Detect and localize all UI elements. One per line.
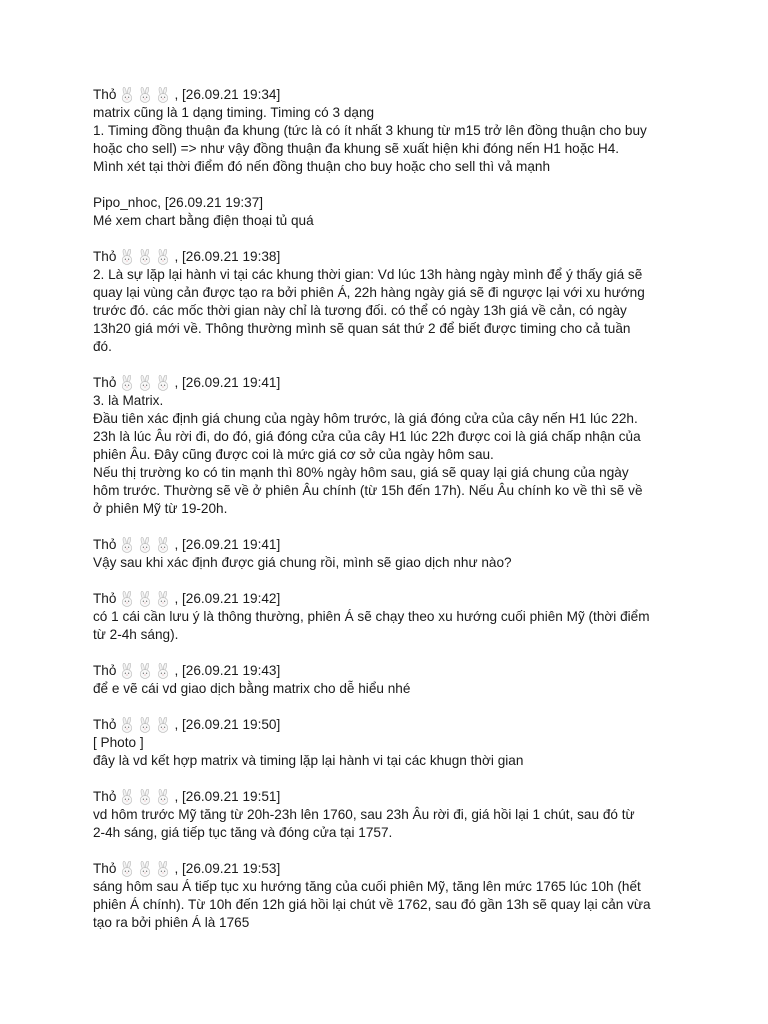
- rabbit-icon: [138, 87, 152, 103]
- message-sender: Thỏ: [93, 249, 117, 264]
- message-sender: Thỏ: [93, 537, 117, 552]
- message-sender: Thỏ: [93, 375, 117, 390]
- message-text-line: 23h là lúc Âu rời đi, do đó, giá đóng cửa của cây H1 lúc 22h được coi là giá chấp nhận của: [93, 429, 641, 444]
- rabbit-icon: [120, 717, 134, 733]
- message-text-line: sáng hôm sau Á tiếp tục xu hướng tăng của cuối phiên Mỹ, tăng lên mức 1765 lúc 10h (hết: [93, 879, 641, 894]
- rabbit-icon: [120, 375, 134, 391]
- message-text-line: đây là vd kết hợp matrix và timing lặp lại hành vi tại các khugn thời gian: [93, 753, 524, 768]
- rabbit-emoji-group: [120, 591, 174, 607]
- message-text-line: Nếu thị trường ko có tin mạnh thì 80% ngày hôm sau, giá sẽ quay lại giá chung của ngày: [93, 465, 629, 480]
- chat-message: [93, 716, 708, 770]
- rabbit-icon: [138, 663, 152, 679]
- rabbit-emoji-group: [120, 789, 174, 805]
- message-timestamp: [26.09.21 19:50]: [182, 717, 281, 732]
- rabbit-emoji-group: [120, 537, 174, 553]
- chat-message: [93, 374, 708, 518]
- rabbit-icon: [138, 717, 152, 733]
- message-text-line: 13h20 giá mới về. Thông thường mình sẽ quan sát thứ 2 để biết được timing cho cả tuần: [93, 321, 631, 336]
- message-sender: Thỏ: [93, 87, 117, 102]
- message-text-line: tạo ra bởi phiên Á là 1765: [93, 915, 250, 930]
- message-text-line: vd hôm trước Mỹ tăng từ 20h-23h lên 1760, sau 23h Âu rời đi, giá hồi lại 1 chút, sau đó từ: [93, 807, 635, 822]
- header-separator: ,: [174, 663, 182, 678]
- message-text-line: trước đó. các mốc thời gian này chỉ là tương đối. có thể có ngày 13h giá về cản, có ngày: [93, 303, 627, 318]
- header-separator: ,: [174, 717, 182, 732]
- chat-message: [93, 788, 708, 842]
- rabbit-emoji-group: [120, 87, 174, 103]
- message-text-line: quay lại vùng cản được tạo ra bởi phiên Á, 22h hàng ngày giá sẽ đi ngược lại với xu hướng: [93, 285, 645, 300]
- message-header: [93, 788, 708, 806]
- rabbit-icon: [138, 537, 152, 553]
- message-header: [93, 194, 708, 212]
- message-text-line: ở phiên Mỹ từ 19-20h.: [93, 501, 228, 516]
- message-text-line: Mình xét tại thời điểm đó nến đồng thuận cho buy hoặc cho sell thì vả mạnh: [93, 159, 551, 174]
- rabbit-emoji-group: [120, 663, 174, 679]
- rabbit-icon: [138, 861, 152, 877]
- message-header: [93, 536, 708, 554]
- rabbit-emoji-group: [120, 375, 174, 391]
- rabbit-emoji-group: [120, 717, 174, 733]
- rabbit-emoji-group: [120, 861, 174, 877]
- rabbit-icon: [120, 591, 134, 607]
- message-header: [93, 374, 708, 392]
- rabbit-icon: [120, 861, 134, 877]
- rabbit-icon: [138, 249, 152, 265]
- message-text-line: Vậy sau khi xác định được giá chung rồi, mình sẽ giao dịch như nào?: [93, 555, 512, 570]
- rabbit-icon: [120, 663, 134, 679]
- chat-message: [93, 662, 708, 698]
- chat-message: [93, 590, 708, 644]
- header-separator: ,: [174, 87, 182, 102]
- message-timestamp: [26.09.21 19:34]: [182, 87, 281, 102]
- message-timestamp: [26.09.21 19:43]: [182, 663, 281, 678]
- rabbit-icon: [156, 861, 170, 877]
- message-text-line: hoặc cho sell) => như vậy đồng thuận đa khung sẽ xuất hiện khi đóng nến H1 hoặc H4.: [93, 141, 620, 156]
- chat-message: [93, 248, 708, 356]
- header-separator: ,: [174, 861, 182, 876]
- chat-message: [93, 536, 708, 572]
- rabbit-icon: [120, 537, 134, 553]
- message-header: [93, 590, 708, 608]
- message-text-line: từ 2-4h sáng).: [93, 627, 179, 642]
- chat-message: [93, 860, 708, 932]
- message-text-line: đó.: [93, 339, 112, 354]
- rabbit-icon: [156, 87, 170, 103]
- rabbit-icon: [156, 789, 170, 805]
- message-timestamp: [26.09.21 19:41]: [182, 375, 281, 390]
- chat-message: [93, 86, 708, 176]
- rabbit-icon: [120, 87, 134, 103]
- rabbit-icon: [156, 375, 170, 391]
- chat-message: [93, 194, 708, 230]
- message-header: [93, 662, 708, 680]
- rabbit-icon: [138, 591, 152, 607]
- rabbit-icon: [156, 537, 170, 553]
- header-separator: ,: [174, 537, 182, 552]
- header-separator: ,: [174, 789, 182, 804]
- message-header: [93, 716, 708, 734]
- message-header: [93, 860, 708, 878]
- message-timestamp: [26.09.21 19:42]: [182, 591, 281, 606]
- message-timestamp: [26.09.21 19:37]: [164, 195, 264, 210]
- message-text-line: [ Photo ]: [93, 735, 144, 750]
- header-separator: ,: [174, 249, 182, 264]
- message-text-line: để e vẽ cái vd giao dịch bằng matrix cho dễ hiểu nhé: [93, 681, 411, 696]
- message-timestamp: [26.09.21 19:41]: [182, 537, 281, 552]
- message-header: [93, 86, 708, 104]
- rabbit-icon: [120, 249, 134, 265]
- message-text-line: phiên Á chính). Từ 10h đến 12h giá hồi lại chút về 1762, sau đó gần 13h sẽ quay lại cản vừa: [93, 897, 651, 912]
- rabbit-icon: [156, 249, 170, 265]
- message-sender: Thỏ: [93, 717, 117, 732]
- message-sender: Thỏ: [93, 789, 117, 804]
- message-timestamp: [26.09.21 19:38]: [182, 249, 281, 264]
- message-text-line: 3. là Matrix.: [93, 393, 164, 408]
- message-text-line: Mé xem chart bằng điện thoại tủ quá: [93, 213, 314, 228]
- message-text-line: Đầu tiên xác định giá chung của ngày hôm trước, là giá đóng cửa của cây nến H1 lúc 22h.: [93, 411, 638, 426]
- message-text-line: phiên Âu. Đây cũng được coi là mức giá cơ sở của ngày hôm sau.: [93, 447, 494, 462]
- message-text-line: có 1 cái cần lưu ý là thông thường, phiên Á sẽ chạy theo xu hướng cuối phiên Mỹ (thời điểm: [93, 609, 650, 624]
- message-timestamp: [26.09.21 19:53]: [182, 861, 281, 876]
- message-timestamp: [26.09.21 19:51]: [182, 789, 281, 804]
- message-sender: Pipo_nhoc: [93, 195, 158, 210]
- rabbit-icon: [156, 663, 170, 679]
- message-sender: Thỏ: [93, 861, 117, 876]
- message-text-line: 2. Là sự lặp lại hành vi tại các khung thời gian: Vd lúc 13h hàng ngày mình để ý thấy giá sẽ: [93, 267, 643, 282]
- message-header: [93, 248, 708, 266]
- rabbit-icon: [138, 789, 152, 805]
- rabbit-icon: [138, 375, 152, 391]
- rabbit-emoji-group: [120, 249, 174, 265]
- message-text-line: 2-4h sáng, giá tiếp tục tăng và đóng cửa tại 1757.: [93, 825, 393, 840]
- header-separator: ,: [174, 591, 182, 606]
- message-sender: Thỏ: [93, 591, 117, 606]
- message-text-line: 1. Timing đồng thuận đa khung (tức là có ít nhất 3 khung từ m15 trở lên đồng thuận cho buy: [93, 123, 647, 138]
- rabbit-icon: [120, 789, 134, 805]
- header-separator: ,: [157, 195, 165, 210]
- message-text-line: hôm trước. Thường sẽ về ở phiên Âu chính (từ 15h đến 17h). Nếu Âu chính ko về thì sẽ về: [93, 483, 643, 498]
- message-text-line: matrix cũng là 1 dạng timing. Timing có 3 dạng: [93, 105, 375, 120]
- header-separator: ,: [174, 375, 182, 390]
- rabbit-icon: [156, 591, 170, 607]
- rabbit-icon: [156, 717, 170, 733]
- message-sender: Thỏ: [93, 663, 117, 678]
